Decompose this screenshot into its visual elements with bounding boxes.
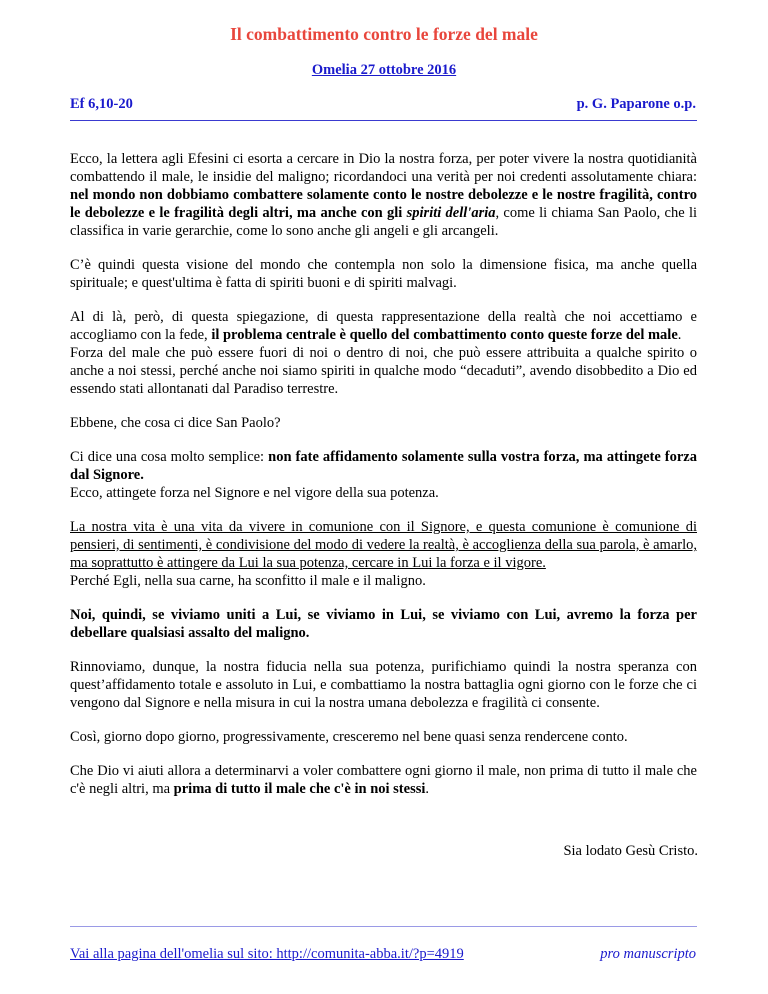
paragraph-8: La nostra vita è una vita da vivere in comunione con il Signore, e questa comunione è comunione di pensieri, di sentimenti, è condivisione del modo di vedere la realtà, è accoglienza della sua parola, è amarlo, ma soprattutto è attingere da Lui la sua potenza, cercare in Lui la forza e il vigore. — [70, 519, 697, 571]
paragraph-4: Forza del male che può essere fuori di noi o dentro di noi, che può essere attribuita a qualche spirito o anche a noi stessi, perché anche noi siamo spiriti in qualche modo “decaduti”, avendo disobbedito a Dio ed essendo stati allontanati dal Paradiso terrestre. — [70, 345, 697, 397]
paragraph-13-bold: prima di tutto il male che c'è in noi stessi — [173, 781, 426, 797]
paragraph-1-italic: spiriti dell'aria — [406, 205, 496, 221]
paragraph-12: Così, giorno dopo giorno, progressivamente, cresceremo nel bene quasi senza rendercene conto. — [70, 729, 628, 745]
author: p. G. Paparone o.p. — [576, 96, 696, 112]
paragraph-6-text: Ci dice una cosa molto semplice: — [70, 449, 269, 465]
paragraph-6 — [70, 448, 697, 484]
footer-note: pro manuscripto — [600, 946, 696, 962]
paragraph-1-tail: , come li chiama San Paolo, che li classifica in varie gerarchie, come lo sono anche gli angeli e gli arcangeli. — [70, 205, 697, 239]
paragraph-13-tail: . — [425, 781, 430, 797]
paragraph-6-bold: non fate affidamento solamente sulla vostra forza, ma attingete forza dal Signore. — [70, 449, 697, 483]
page-title: Il combattimento contro le forze del male — [230, 24, 538, 44]
scripture-reference: Ef 6,10-20 — [70, 96, 133, 112]
paragraph-1-bold: nel mondo non dobbiamo combattere solamente conto le nostre debolezze e le nostre fragilità, contro le debolezze e le fragilità degli altri, ma anche con gli — [70, 187, 697, 221]
signoff: Sia lodato Gesù Cristo. — [563, 843, 698, 859]
paragraph-3-tail: . — [677, 327, 682, 343]
paragraph-10 — [70, 606, 697, 642]
homily-date: Omelia 27 ottobre 2016 — [311, 62, 457, 78]
paragraph-3 — [70, 308, 697, 344]
header-divider — [70, 120, 697, 121]
footer-divider — [70, 926, 697, 927]
paragraph-9: Perché Egli, nella sua carne, ha sconfitto il male e il maligno. — [70, 573, 426, 589]
paragraph-3-bold: il problema centrale è quello del combattimento conto queste forze del male — [211, 327, 678, 343]
paragraph-1-text: Ecco, la lettera agli Efesini ci esorta a cercare in Dio la nostra forza, per poter vivere la nostra quotidianità combattendo il male, le insidie del maligno; ricordandoci una verità per noi credenti assolutamente chiara: — [70, 151, 697, 185]
paragraph-5: Ebbene, che cosa ci dice San Paolo? — [70, 415, 281, 431]
paragraph-3-text: Al di là, però, di questa spiegazione, di questa rappresentazione della realtà che noi accettiamo e accogliamo con la fede, — [70, 309, 697, 343]
paragraph-13-text: Che Dio vi aiuti allora a determinarvi a voler combattere ogni giorno il male, non prima di tutto il male che c'è negli altri, ma — [70, 763, 697, 797]
paragraph-10-bold: Noi, quindi, se viviamo uniti a Lui, se viviamo in Lui, se viviamo con Lui, avremo la forza per debellare qualsiasi assalto del maligno. — [70, 607, 697, 641]
paragraph-11: Rinnoviamo, dunque, la nostra fiducia nella sua potenza, purifichiamo quindi la nostra speranza con quest’affidamento totale e assoluto in Lui, e combattiamo la nostra battaglia ogni giorno con le forze che ci vengono dal Signore e nella misura in cui la nostra umana debolezza e fragilità ci consente. — [70, 659, 697, 711]
paragraph-13 — [70, 762, 697, 798]
homily-page-link[interactable]: Vai alla pagina dell'omelia sul sito: http://comunita-abba.it/?p=4919 — [70, 946, 464, 962]
paragraph-2: C’è quindi questa visione del mondo che contempla non solo la dimensione fisica, ma anche quella spirituale; e quest'ultima è fatta di spiriti buoni e di spiriti malvagi. — [70, 257, 697, 291]
paragraph-7: Ecco, attingete forza nel Signore e nel vigore della sua potenza. — [70, 485, 439, 501]
paragraph-1 — [70, 150, 697, 240]
homily-body — [70, 150, 697, 814]
